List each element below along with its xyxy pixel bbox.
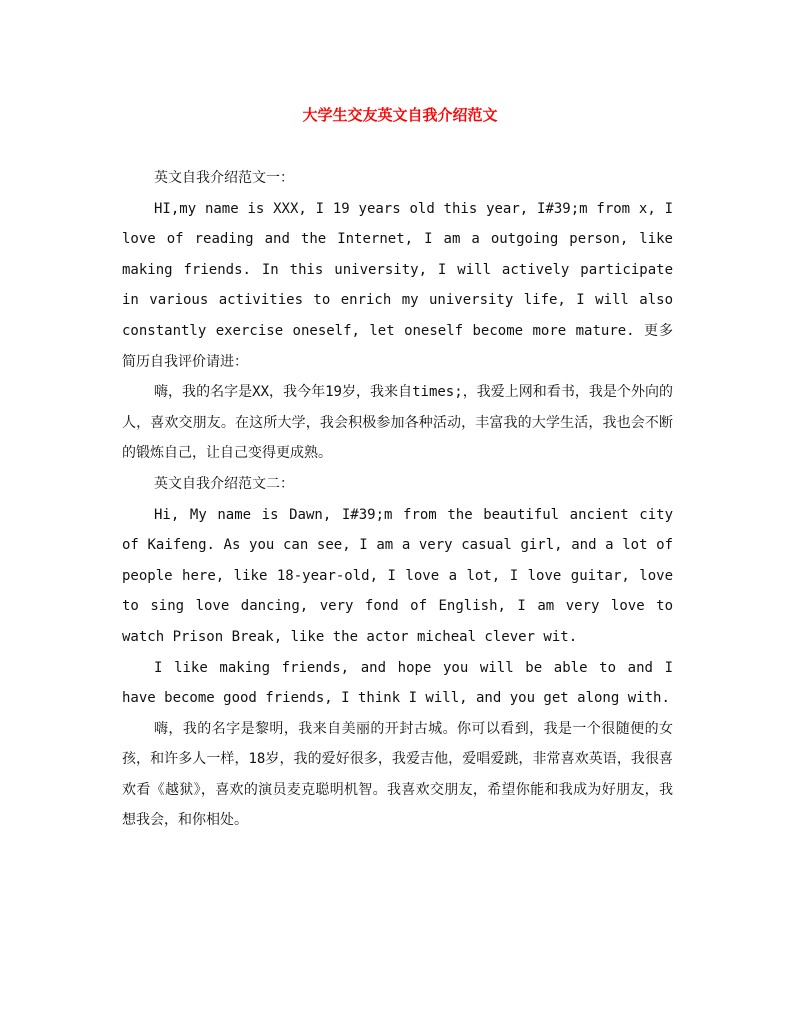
paragraph-english-intro-one: HI,my name is XXX, I 19 years old this year, I#39;m from x, I love of reading and the Internet, I am a outgoing person, like making friends. In this university, I will actively participate in various activities to enrich my university life, I will also constantly exercise oneself, let oneself become more mature. 更多简历自我评价请进：: [122, 200, 673, 370]
paragraph-chinese-intro-two: 嗨，我的名字是黎明，我来自美丽的开封古城。你可以看到，我是一个很随便的女孩，和许多人一样，18岁，我的爱好很多，我爱吉他，爱唱爱跳，非常喜欢英语，我很喜欢看《越狱》，喜欢的演员麦克聪明机智。我喜欢交朋友，希望你能和我成为好朋友，我想我会，和你相处。: [122, 720, 673, 829]
paragraph-english-intro-two-friends: I like making friends, and hope you will be able to and I have become good friends, I think I will, and you get along with.: [122, 659, 673, 707]
document-body: [122, 163, 673, 836]
paragraph-chinese-intro-one: 嗨，我的名字是XX，我今年19岁，我来自times;，我爱上网和看书，我是个外向的人，喜欢交朋友。在这所大学，我会积极参加各种活动，丰富我的大学生活，我也会不断的锻炼自己，让自己变得更成熟。: [122, 384, 673, 462]
section-one: [122, 163, 673, 469]
section-heading: 英文自我介绍范文一：: [154, 170, 294, 186]
paragraph-english-intro-two: Hi, My name is Dawn, I#39;m from the beautiful ancient city of Kaifeng. As you can see, I am a very casual girl, and a lot of people here, like 18-year-old, I love a lot, I love guitar, love to sing love dancing, very fond of English, I am very love to watch Prison Break, like the actor micheal clever wit.: [122, 506, 673, 645]
section-heading: 英文自我介绍范文二：: [154, 475, 294, 492]
section-two: [122, 469, 673, 836]
page-title: 大学生交友英文自我介绍范文: [302, 106, 498, 124]
